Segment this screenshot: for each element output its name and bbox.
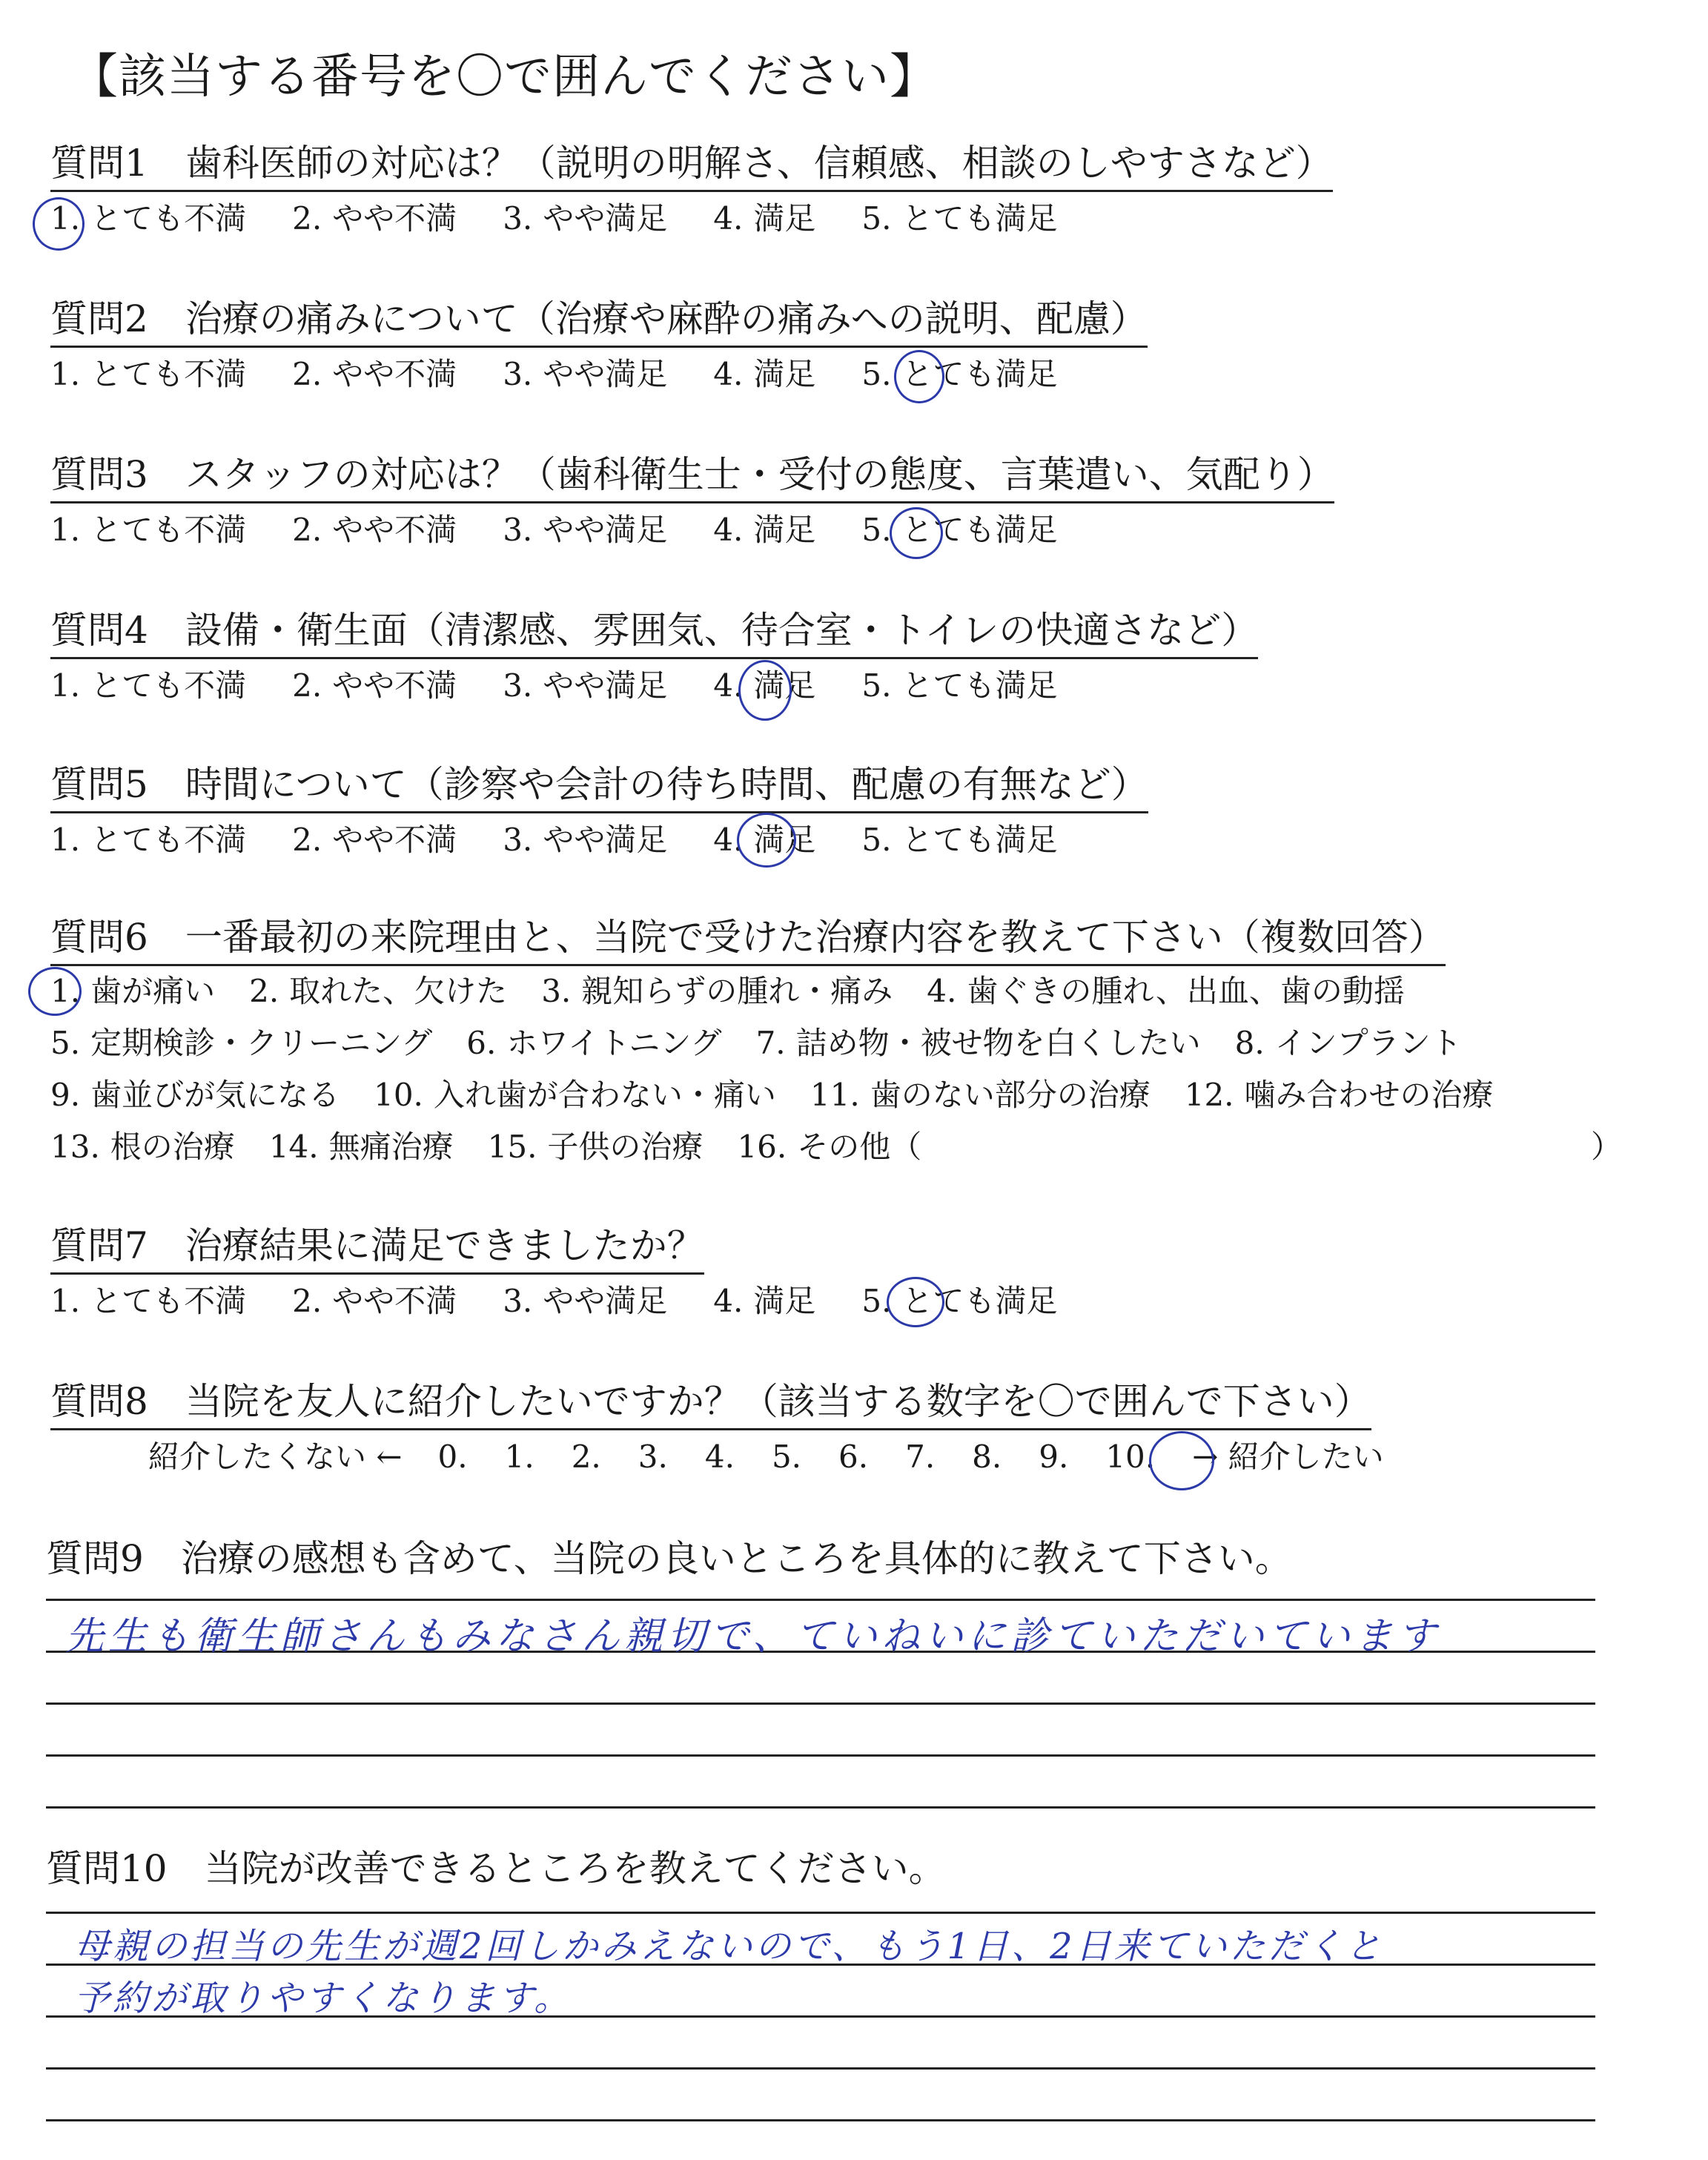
question-5-label: 質問5	[50, 763, 148, 806]
q2-option-2[interactable]: 2. やや不満	[292, 356, 457, 392]
q10-answer-line-1	[46, 1912, 1595, 1914]
question-10-label: 質問10	[46, 1847, 168, 1890]
question-7	[50, 1223, 704, 1275]
q6-other-close-paren: ）	[1591, 1129, 1623, 1165]
q1-selected-circle	[33, 197, 85, 251]
question-9-label: 質問9	[46, 1537, 144, 1580]
question-7-text: 治療結果に満足できましたか？	[185, 1224, 704, 1267]
q9-answer-line-1	[46, 1599, 1595, 1601]
question-9-text: 治療の感想も含めて、当院の良いところを具体的に教えて下さい。	[180, 1537, 1292, 1580]
question-4	[50, 608, 1258, 659]
q4-selected-circle	[738, 660, 792, 721]
question-4-options	[50, 667, 1103, 704]
q1-option-3[interactable]: 3. やや満足	[503, 200, 668, 237]
q6-option-12[interactable]: 噛み合わせの治療	[1244, 1077, 1494, 1113]
q8-option-1[interactable]: 1.	[504, 1439, 534, 1475]
question-6-label: 質問6	[50, 916, 148, 959]
question-3-text: スタッフの対応は？（歯科衛生士・受付の態度、言葉遣い、気配り）	[185, 453, 1334, 496]
question-2-options	[50, 356, 1103, 393]
question-3	[50, 452, 1334, 503]
q7-option-4[interactable]: 4. 満足	[713, 1283, 816, 1319]
q8-option-4[interactable]: 4.	[704, 1439, 735, 1475]
question-7-options	[50, 1283, 1103, 1320]
q3-option-2[interactable]: 2. やや不満	[292, 512, 457, 548]
q2-option-4[interactable]: 4. 満足	[713, 356, 816, 392]
q5-selected-circle	[737, 813, 796, 868]
q6-row-2: 5. 定期検診・クリーニング 6. ホワイトニング 7. 詰め物・被せ物を白くしたい 8. インプラント	[50, 1025, 1462, 1061]
q1-option-1[interactable]: 1. とても不満	[50, 200, 247, 237]
question-5	[50, 762, 1148, 813]
q8-left-label: 紹介したくない ←	[148, 1439, 403, 1475]
q2-selected-circle	[894, 350, 944, 403]
q8-right-label: → 紹介したい	[1192, 1439, 1384, 1475]
question-2-label: 質問2	[50, 297, 148, 340]
q6-option-1[interactable]: 歯が痛い	[90, 973, 216, 1009]
q10-answer-text-line-2[interactable]: 予約が取りやすくなります。	[74, 1978, 573, 2019]
q8-option-0[interactable]: 0.	[437, 1439, 468, 1475]
question-3-label: 質問3	[50, 453, 148, 496]
q9-answer-text[interactable]: 先生も衛生師さんもみなさん親切で、ていねいに診ていただいています	[65, 1614, 1440, 1659]
q5-option-2[interactable]: 2. やや不満	[292, 822, 457, 858]
question-2	[50, 297, 1148, 348]
question-7-label: 質問7	[50, 1224, 148, 1267]
q2-option-1[interactable]: 1. とても不満	[50, 356, 247, 392]
q7-option-3[interactable]: 3. やや満足	[503, 1283, 668, 1319]
question-9	[46, 1536, 1292, 1585]
q3-option-5[interactable]: 5. とても満足	[861, 512, 1058, 548]
q8-option-8[interactable]: 8.	[972, 1439, 1002, 1475]
q6-option-4[interactable]: 歯ぐきの腫れ、出血、歯の動揺	[967, 973, 1405, 1009]
q3-option-3[interactable]: 3. やや満足	[503, 512, 668, 548]
q6-row-1: 1. 歯が痛い 2. 取れた、欠けた 3. 親知らずの腫れ・痛み 4. 歯ぐきの腫れ、出血、歯の動揺	[50, 973, 1405, 1009]
q10-answer-line-5	[46, 2119, 1595, 2121]
q6-option-5[interactable]: 定期検診・クリーニング	[90, 1025, 433, 1061]
q8-option-2[interactable]: 2.	[571, 1439, 601, 1475]
q4-option-1[interactable]: 1. とても不満	[50, 667, 247, 704]
q8-option-6[interactable]: 6.	[838, 1439, 869, 1475]
q6-option-10[interactable]: 入れ歯が合わない・痛い	[433, 1077, 776, 1113]
q8-selected-circle	[1149, 1431, 1214, 1490]
question-4-text: 設備・衛生面（清潔感、雰囲気、待合室・トイレの快適さなど）	[185, 609, 1259, 652]
q6-option-16[interactable]: その他（	[797, 1129, 922, 1165]
question-6	[50, 915, 1446, 966]
q5-option-3[interactable]: 3. やや満足	[503, 822, 668, 858]
q3-option-1[interactable]: 1. とても不満	[50, 512, 247, 548]
q8-option-3[interactable]: 3.	[638, 1439, 668, 1475]
question-1-options	[50, 200, 1103, 237]
q8-option-10[interactable]: 10.	[1105, 1439, 1156, 1475]
q5-option-1[interactable]: 1. とても不満	[50, 822, 247, 858]
question-1	[50, 141, 1333, 192]
q6-option-6[interactable]: ホワイトニング	[506, 1025, 722, 1061]
q3-option-4[interactable]: 4. 満足	[713, 512, 816, 548]
q1-option-4[interactable]: 4. 満足	[713, 200, 816, 237]
q6-option-14[interactable]: 無痛治療	[328, 1129, 454, 1165]
q2-option-3[interactable]: 3. やや満足	[503, 356, 668, 392]
question-1-label: 質問1	[50, 142, 148, 185]
q6-option-15[interactable]: 子供の治療	[547, 1129, 704, 1165]
question-6-text: 一番最初の来院理由と、当院で受けた治療内容を教えて下さい（複数回答）	[185, 916, 1446, 959]
q6-selected-circle	[28, 967, 82, 1016]
q7-option-1[interactable]: 1. とても不満	[50, 1283, 247, 1319]
q4-option-5[interactable]: 5. とても満足	[861, 667, 1058, 704]
question-2-text: 治療の痛みについて（治療や麻酔の痛みへの説明、配慮）	[185, 297, 1148, 340]
question-10	[46, 1846, 946, 1895]
question-1-text: 歯科医師の対応は？（説明の明解さ、信頼感、相談のしやすさなど）	[185, 142, 1333, 185]
q10-answer-text-line-1[interactable]: 母親の担当の先生が週2回しかみえないので、もう1日、2日来ていただくと	[74, 1926, 1384, 1967]
q8-option-9[interactable]: 9.	[1039, 1439, 1069, 1475]
q6-option-11[interactable]: 歯のない部分の治療	[870, 1077, 1151, 1113]
q4-option-4[interactable]: 4. 満足	[713, 667, 816, 704]
question-4-label: 質問4	[50, 609, 148, 652]
q6-option-3[interactable]: 親知らずの腫れ・痛み	[581, 973, 893, 1009]
q10-answer-line-4	[46, 2067, 1595, 2070]
q8-option-5[interactable]: 5.	[771, 1439, 802, 1475]
q6-option-13[interactable]: 根の治療	[110, 1129, 235, 1165]
q5-option-5[interactable]: 5. とても満足	[861, 822, 1058, 858]
q4-option-2[interactable]: 2. やや不満	[292, 667, 457, 704]
q6-option-7[interactable]: 詰め物・被せ物を白くしたい	[795, 1025, 1201, 1061]
q7-option-2[interactable]: 2. やや不満	[292, 1283, 457, 1319]
q6-option-8[interactable]: インプラント	[1274, 1025, 1462, 1061]
question-3-options	[50, 512, 1103, 549]
q9-answer-line-4	[46, 1754, 1595, 1757]
q9-answer-line-3	[46, 1702, 1595, 1705]
q4-option-3[interactable]: 3. やや満足	[503, 667, 668, 704]
question-8	[50, 1379, 1371, 1430]
q3-selected-circle	[890, 507, 943, 559]
q1-option-5[interactable]: 5. とても満足	[861, 200, 1058, 237]
q6-option-2[interactable]: 取れた、欠けた	[289, 973, 508, 1009]
question-5-text: 時間について（診察や会計の待ち時間、配慮の有無など）	[185, 763, 1148, 806]
question-8-text: 当院を友人に紹介したいですか？（該当する数字を〇で囲んで下さい）	[185, 1380, 1371, 1423]
q9-answer-line-5	[46, 1806, 1595, 1809]
question-5-options	[50, 822, 1103, 859]
q7-selected-circle	[887, 1277, 944, 1327]
question-10-text: 当院が改善できるところを教えてください。	[204, 1847, 946, 1890]
question-8-label: 質問8	[50, 1380, 148, 1423]
q6-row-3: 9. 歯並びが気になる 10. 入れ歯が合わない・痛い 11. 歯のない部分の治療 12. 噛み合わせの治療	[50, 1077, 1494, 1113]
q6-row-4: 13. 根の治療 14. 無痛治療 15. 子供の治療 16. その他（	[50, 1129, 922, 1165]
q5-option-4[interactable]: 4. 満足	[713, 822, 816, 858]
page-title: 【該当する番号を〇で囲んでください】	[70, 50, 938, 105]
q2-option-5[interactable]: 5. とても満足	[861, 356, 1058, 392]
q7-option-5[interactable]: 5. とても満足	[861, 1283, 1058, 1319]
q6-option-9[interactable]: 歯並びが気になる	[90, 1077, 340, 1113]
q8-option-7[interactable]: 7.	[905, 1439, 936, 1475]
q1-option-2[interactable]: 2. やや不満	[292, 200, 457, 237]
